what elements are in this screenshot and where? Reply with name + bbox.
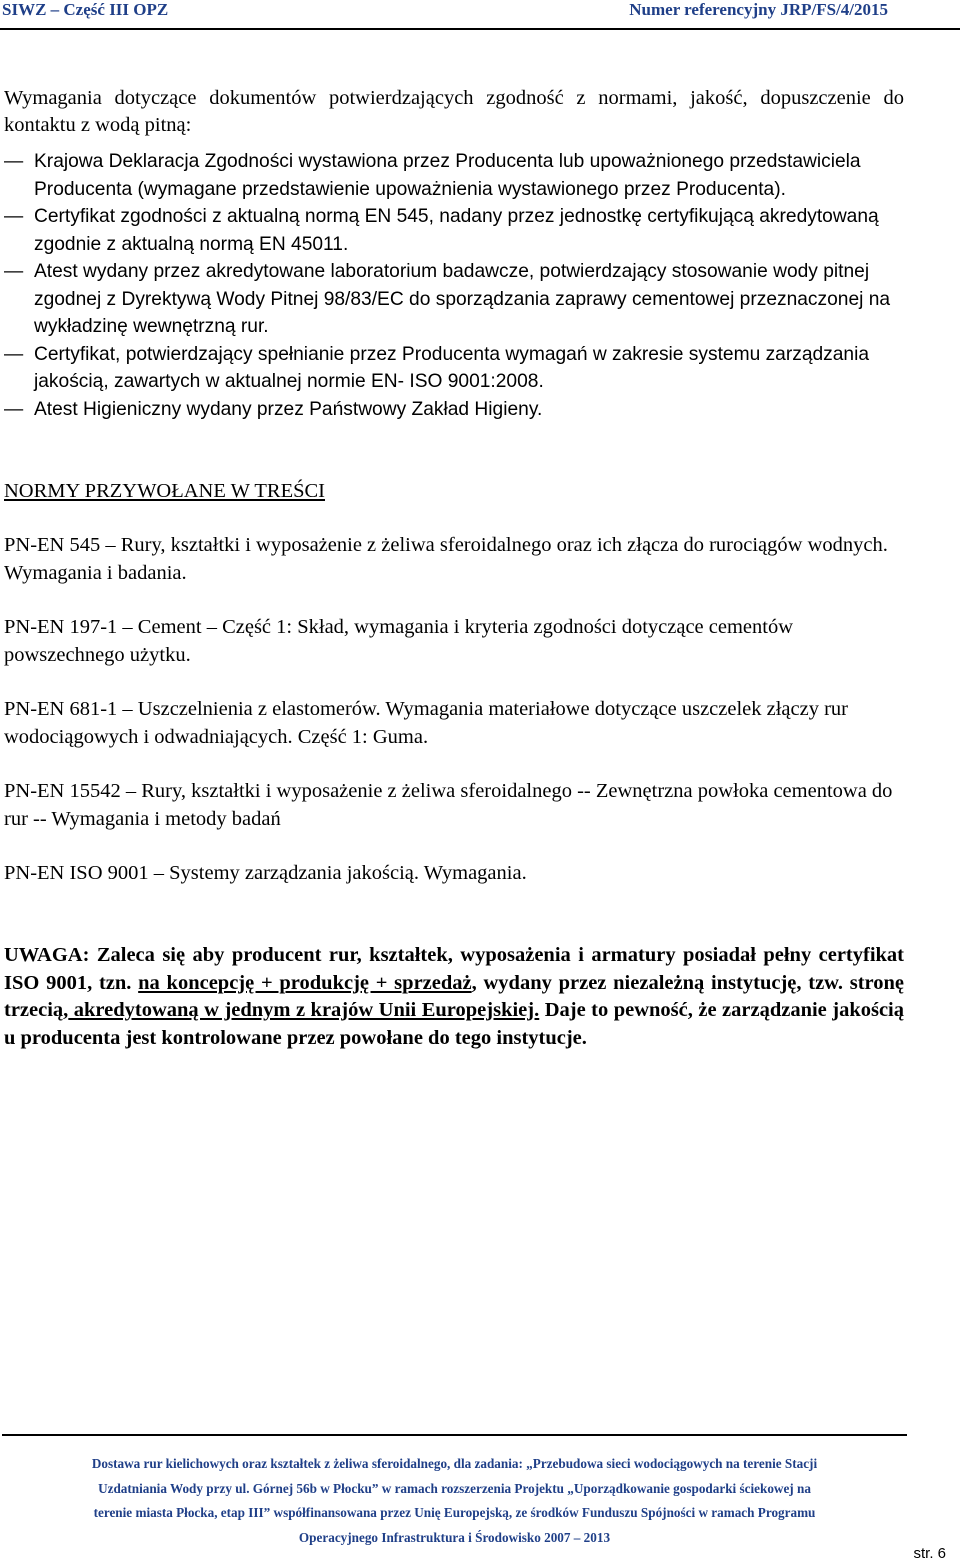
norm-entry: PN-EN 15542 – Rury, kształtki i wyposażenie z żeliwa sferoidalnego -- Zewnętrzna powłoka cementowa do rur -- Wymagania i metody badań <box>4 780 893 830</box>
requirement-text: Certyfikat zgodności z aktualną normą EN 545, nadany przez jednostkę certyfikującą akredytowaną zgodnie z aktualną normą EN 45011. <box>34 206 879 255</box>
footer-line: Dostawa rur kielichowych oraz kształtek z żeliwa sferoidalnego, dla zadania: „Przebudowa sieci wodociągowych na terenie Stacji <box>91 1456 818 1471</box>
note-text: Daje to pewność, że zarządzanie jakością u producenta jest kontrolowane przez powołane do tego instytucje. <box>4 999 904 1049</box>
requirement-text: Certyfikat, potwierdzający spełnianie przez Producenta wymagań w zakresie systemu zarządzania jakością, zawartych w aktualnej normie EN- ISO 9001:2008. <box>34 343 870 392</box>
note-paragraph <box>4 942 904 1052</box>
norm-entry: PN-EN ISO 9001 – Systemy zarządzania jakością. Wymagania. <box>4 862 527 884</box>
requirement-item <box>4 341 904 396</box>
note-underlined-text: akredytowaną w jednym z krajów Unii Europejskiej. <box>68 999 540 1021</box>
requirement-text: Atest Higieniczny wydany przez Państwowy Zakład Higieny. <box>34 398 543 420</box>
header-reference-number: Numer referencyjny JRP/FS/4/2015 <box>629 0 888 19</box>
requirement-item <box>4 396 904 424</box>
dash-bullet: — <box>4 398 24 420</box>
requirement-text: Atest wydany przez akredytowane laboratorium badawcze, potwierdzający stosowanie wody pitnej zgodnej z Dyrektywą Wody Pitnej 98/83/EC do sporządzania zaprawy cementowej przeznaczonej na wykładzinę wewnętrzną rur. <box>34 261 891 337</box>
page-header <box>0 0 960 22</box>
requirements-title: Wymagania dotyczące dokumentów potwierdzających zgodność z normami, jakość, dopuszczenie do kontaktu z wodą pitną: <box>4 86 904 136</box>
footer-line: Operacyjnego Infrastruktura i Środowisko 2007 – 2013 <box>298 1529 611 1545</box>
requirement-text: Krajowa Deklaracja Zgodności wystawiona przez Producenta lub upoważnionego przedstawiciela Producenta (wymagane przedstawienie upoważnienia wystawionego przez Producenta). <box>34 151 861 200</box>
header-divider <box>0 28 960 30</box>
dash-bullet: — <box>4 151 24 172</box>
page-footer <box>2 1452 907 1550</box>
note-underlined-text: na koncepcję + produkcję + sprzedaż <box>138 971 472 994</box>
note-text: UWAGA: Zaleca się aby producent rur, kształtek, wyposażenia i armatury posiadał pełny certyfikat ISO 9001, tzn. <box>4 944 904 994</box>
footer-divider <box>2 1434 907 1436</box>
norms-heading: NORMY PRZYWOŁANE W TREŚCI <box>4 480 325 502</box>
requirements-list <box>4 148 904 423</box>
norm-entry: PN-EN 681-1 – Uszczelnienia z elastomerów. Wymagania materiałowe dotyczące uszczelek złączy rur wodociągowych i odwadniających. Część 1: Guma. <box>4 698 849 748</box>
page-number: str. 6 <box>913 1545 946 1562</box>
header-document-title: SIWZ – Część III OPZ <box>2 0 169 19</box>
dash-bullet: — <box>4 261 24 282</box>
note-text: , wydany przez niezależną instytucję, tzw. stronę trzecią, <box>4 971 905 1021</box>
norm-entry: PN-EN 197-1 – Cement – Część 1: Skład, wymagania i kryteria zgodności dotyczące cementów powszechnego użytku. <box>4 616 794 666</box>
dash-bullet: — <box>4 343 24 365</box>
norm-entry: PN-EN 545 – Rury, kształtki i wyposażenie z żeliwa sferoidalnego oraz ich złącza do rurociągów wodnych. Wymagania i badania. <box>4 534 888 584</box>
footer-line: terenie miasta Płocka, etap III” współfinansowana przez Unię Europejską, ze środków Funduszu Spójności w ramach Programu <box>93 1505 816 1520</box>
dash-bullet: — <box>4 206 24 227</box>
requirement-item <box>4 148 904 203</box>
footer-line: Uzdatniania Wody przy ul. Górnej 56b w Płocku” w ramach rozszerzenia Projektu „Uporządkowanie gospodarki ściekowej na <box>98 1480 811 1496</box>
requirement-item <box>4 203 904 258</box>
requirement-item <box>4 258 904 341</box>
